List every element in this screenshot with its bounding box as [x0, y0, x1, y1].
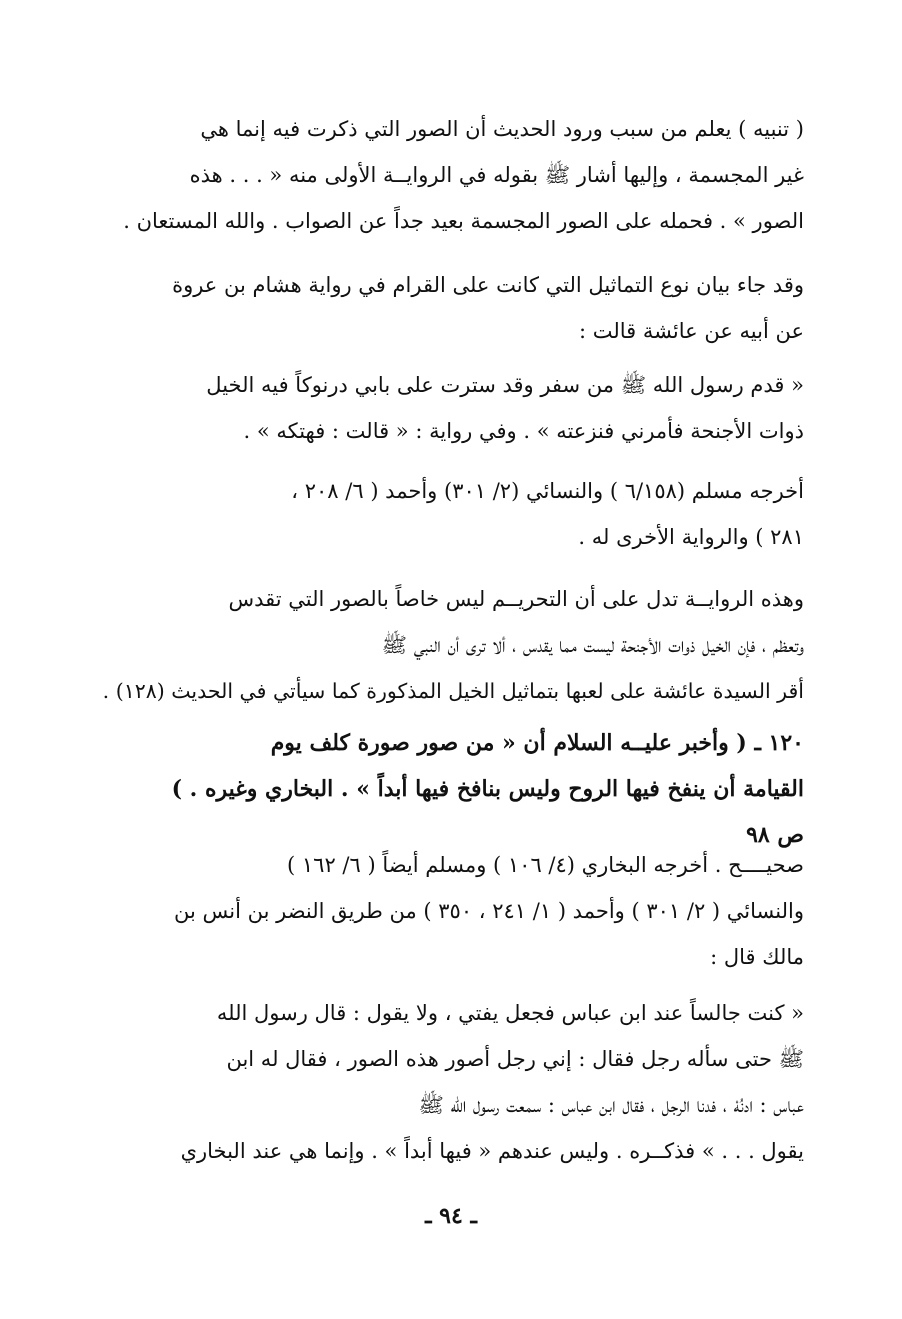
text-line: « كنت جالساً عند ابن عباس فجعل يفتي ، ولا يقول : قال رسول الله: [216, 1001, 804, 1025]
text-line: ﷺ حتى سأله رجل فقال : إني رجل أصور هذه الصور ، فقال له ابن: [226, 1047, 804, 1071]
paragraph-takhrij-2: [100, 842, 804, 980]
paragraph-hadith-ibn-abbas: [100, 990, 804, 1174]
text-line: يقول . . . » فذكــره . وليس عندهم « فيها أبداً » . وإنما هي عند البخاري: [180, 1139, 804, 1163]
text-line: عن أبيه عن عائشة قالت :: [579, 319, 804, 343]
paragraph-dalala: [100, 576, 804, 714]
text-line: « قدم رسول الله ﷺ من سفر وقد سترت على بابي درنوكاً فيه الخيل: [206, 373, 804, 397]
text-line: الصور » . فحمله على الصور المجسمة بعيد جداً عن الصواب . والله المستعان .: [123, 209, 804, 233]
text-line: مالك قال :: [710, 945, 804, 969]
text-line: وتعظم ، فإن الخيل ذوات الأجنحة ليست مما يقدس ، ألا ترى أن النبي ﷺ: [381, 633, 804, 657]
text-line: ص ٩٨: [746, 822, 804, 848]
paragraph-tanbih: [100, 106, 804, 244]
page-number: ـ ٩٤ ـ: [425, 1203, 477, 1229]
hadith-120-heading: [100, 720, 804, 858]
text-line: ذوات الأجنحة فأمرني فنزعته » . وفي رواية : « قالت : فهتكه » .: [243, 419, 804, 443]
text-line: أخرجه مسلم (٦/١٥٨ ) والنسائي (٢/ ٣٠١) وأحمد ( ٦/ ٢٠٨ ،: [291, 479, 804, 503]
paragraph-bayan: [100, 262, 804, 354]
text-line: ١٢٠ ـ ( وأخبر عليــه السلام أن « من صور صورة كلف يوم: [270, 730, 804, 756]
text-line: والنسائي ( ٢/ ٣٠١ ) وأحمد ( ١/ ٢٤١ ، ٣٥٠ ) من طريق النضر بن أنس بن: [173, 899, 804, 923]
paragraph-hadith-aisha: [100, 362, 804, 454]
text-line: غير المجسمة ، وإليها أشار ﷺ بقوله في الروايــة الأولى منه « . . . هذه: [189, 163, 804, 187]
text-line: عباس : ادنُهْ ، فدنا الرجل ، فقال ابن عباس : سمعت رسول الله ﷺ: [418, 1093, 804, 1117]
paragraph-takhrij-1: [100, 468, 804, 560]
text-line: وقد جاء بيان نوع التماثيل التي كانت على القرام في رواية هشام بن عروة: [172, 273, 804, 297]
text-line: ( تنبيه ) يعلم من سبب ورود الحديث أن الصور التي ذكرت فيه إنما هي: [200, 117, 804, 141]
text-line: أقر السيدة عائشة على لعبها بتماثيل الخيل المذكورة كما سيأتي في الحديث (١٢٨) .: [102, 679, 804, 703]
text-line: القيامة أن ينفخ فيها الروح وليس بنافخ فيها أبداً » . البخاري وغيره . ): [171, 776, 804, 802]
text-line: صحيــــح . أخرجه البخاري (٤/ ١٠٦ ) ومسلم أيضاً ( ٦/ ١٦٢ ): [287, 853, 804, 877]
text-line: وهذه الروايــة تدل على أن التحريــم ليس خاصاً بالصور التي تقدس: [228, 587, 804, 611]
text-line: ٢٨١ ) والرواية الأخرى له .: [578, 525, 804, 549]
